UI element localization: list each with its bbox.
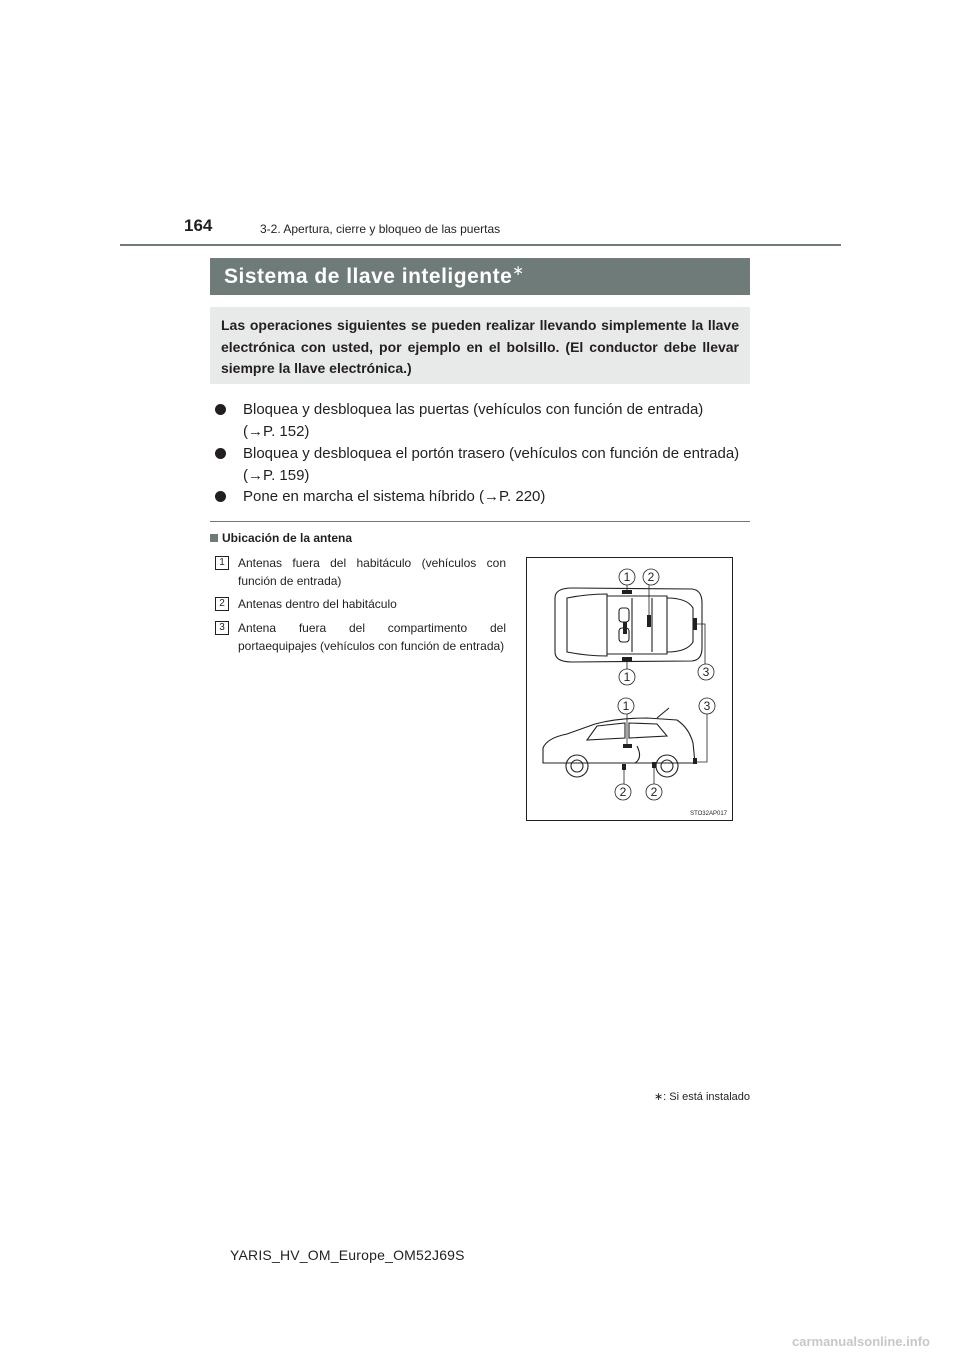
title-bar [210,258,750,295]
item-text-3: Antena fuera del compartimento del portaequipajes (vehículos con función de entrada) [238,621,506,653]
section-title: 3-2. Apertura, cierre y bloqueo de las puertas [260,222,501,236]
bullet-item [215,486,755,508]
square-bullet-icon [210,534,218,542]
callouts-side [615,698,715,800]
subsection-heading-text: Ubicación de la antena [222,531,353,545]
footer-document-id: YARIS_HV_OM_Europe_OM52J69S [230,1247,465,1263]
bullet-text: Pone en marcha el sistema híbrido (→P. 220) [243,488,546,505]
bullet-item [215,443,755,487]
callout-label: 1 [623,570,631,584]
item-text-1: Antenas fuera del habitáculo (vehículos con función de entrada) [238,556,506,588]
item-number-2: 2 [215,597,229,611]
car-side-view [543,708,695,777]
callout-label: 2 [619,785,627,799]
item-text-2: Antenas dentro del habitáculo [238,597,397,611]
callout-label: 3 [703,699,711,713]
bullet-page-ref[interactable]: (→P. 152) [243,423,310,440]
bullet-text: Bloquea y desbloquea las puertas (vehículos con función de entrada) [243,401,704,418]
subsection-heading [210,531,352,545]
header-divider [120,244,841,246]
page-title [224,262,525,289]
car-top-view [555,588,702,662]
intro-box [210,307,750,384]
page-title-text: Sistema de llave inteligente [224,265,513,288]
bullet-item [215,399,755,443]
page-number: 164 [184,216,213,235]
callout-label: 2 [647,570,655,584]
section-divider [210,521,750,522]
intro-text: Las operaciones siguientes se pueden realizar llevando simplemente la llave electrónica con usted, por ejemplo en el bolsillo. (El conductor debe llevar siempre la llave electrónica.) [221,317,739,376]
title-asterisk: ∗ [512,262,525,278]
watermark: carmanualsonline.info [792,1334,930,1349]
item-number-3: 3 [215,621,229,635]
callout-label: 1 [622,699,630,713]
bullet-page-ref[interactable]: (→P. 159) [243,467,310,484]
callout-label: 3 [702,665,710,679]
figure-code: STO32AP017 [690,811,727,817]
bullet-icon [215,448,226,459]
item-number-1: 1 [215,556,229,570]
bullet-text: Bloquea y desbloquea el portón trasero (vehículos con función de entrada) [243,445,740,462]
car-diagram [527,558,732,820]
callout-label: 1 [623,670,631,684]
bullet-icon [215,404,226,415]
antenna-location-figure [526,557,733,821]
bullet-icon [215,491,226,502]
callout-label: 2 [650,785,658,799]
footnote: ∗: Si está instalado [653,1091,750,1103]
